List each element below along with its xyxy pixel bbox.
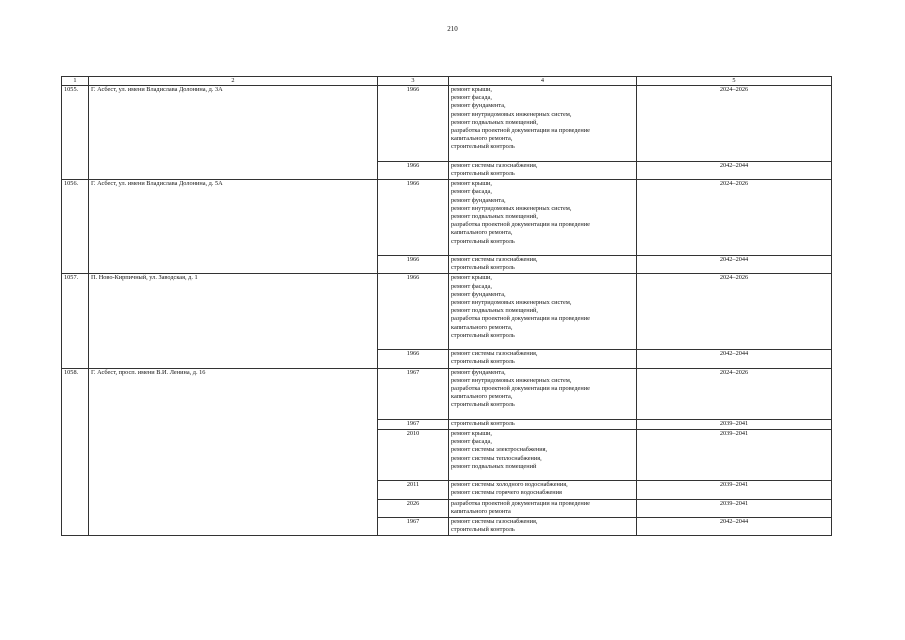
build-year: 1967 (378, 419, 449, 429)
work-item: капитального ремонта (451, 507, 511, 515)
table-row (62, 274, 832, 350)
work-item: капитального ремонта, (451, 135, 513, 143)
work-item: ремонт подвальных помещений (451, 462, 537, 470)
record-number: 1055. (62, 86, 89, 180)
work-item: строительный контроль (451, 401, 515, 409)
work-item: ремонт системы электроснабжения, (451, 446, 548, 454)
works-list (449, 429, 637, 480)
record-number: 1057. (62, 274, 89, 368)
work-item: ремонт фасада, (451, 438, 492, 446)
work-item: ремонт фундамента, (451, 196, 506, 204)
works-list (449, 481, 637, 499)
works-list (449, 517, 637, 535)
repair-period: 2042–2044 (637, 517, 832, 535)
work-item: ремонт фундамента, (451, 290, 506, 298)
work-item: ремонт внутридомовых инженерных систем, (451, 110, 572, 118)
repair-period: 2042–2044 (637, 255, 832, 273)
repair-period: 2042–2044 (637, 350, 832, 368)
work-item: строительный контроль (451, 331, 515, 339)
works-list (449, 499, 637, 517)
column-header-3: 3 (378, 77, 449, 86)
work-item: строительный контроль (451, 358, 515, 366)
repair-period: 2024–2026 (637, 180, 832, 256)
work-item: ремонт внутридомовых инженерных систем, (451, 204, 572, 212)
work-item: строительный контроль (451, 143, 515, 151)
table-row (62, 368, 832, 419)
record-number: 1058. (62, 368, 89, 536)
work-item: ремонт крыши, (451, 274, 493, 282)
work-item: строительный контроль (451, 419, 515, 427)
work-item: ремонт системы газоснабжения, (451, 517, 538, 525)
record-address: Г. Асбест, ул. имени Владислава Долонина, д. 5А (89, 180, 378, 274)
work-item: ремонт крыши, (451, 86, 493, 93)
work-item: ремонт фасада, (451, 188, 492, 196)
repair-period: 2039–2041 (637, 419, 832, 429)
table-row (62, 180, 832, 256)
work-item: строительный контроль (451, 264, 515, 272)
repair-period: 2039–2041 (637, 429, 832, 480)
work-item: разработка проектной документации на проведение (451, 127, 590, 135)
record-number: 1056. (62, 180, 89, 274)
build-year: 1966 (378, 180, 449, 256)
work-item: ремонт системы горячего водоснабжения (451, 489, 562, 497)
repair-period: 2024–2026 (637, 86, 832, 162)
build-year: 1966 (378, 274, 449, 350)
build-year: 1966 (378, 86, 449, 162)
build-year: 1966 (378, 255, 449, 273)
repair-period: 2039–2041 (637, 499, 832, 517)
work-item: ремонт подвальных помещений, (451, 307, 538, 315)
work-item: разработка проектной документации на проведение (451, 499, 590, 507)
work-item: разработка проектной документации на проведение (451, 315, 590, 323)
column-header-1: 1 (62, 77, 89, 86)
column-header-4: 4 (449, 77, 637, 86)
works-list (449, 161, 637, 179)
work-item: строительный контроль (451, 170, 515, 177)
work-item: ремонт системы холодного водоснабжения, (451, 481, 568, 489)
works-list (449, 368, 637, 419)
build-year: 2010 (378, 429, 449, 480)
repair-period: 2024–2026 (637, 274, 832, 350)
repair-period: 2039–2041 (637, 481, 832, 499)
work-item: капитального ремонта, (451, 323, 513, 331)
work-item: ремонт фундамента, (451, 368, 506, 376)
work-item: ремонт системы теплоснабжения, (451, 454, 542, 462)
record-address: П. Ново-Кирпичный, ул. Заводская, д. 1 (89, 274, 378, 368)
build-year: 1967 (378, 368, 449, 419)
record-address: Г. Асбест, ул. имени Владислава Долонина, д. 3А (89, 86, 378, 180)
work-item: ремонт фасада, (451, 94, 492, 102)
work-item: ремонт фасада, (451, 282, 492, 290)
works-list (449, 86, 637, 162)
build-year: 1966 (378, 350, 449, 368)
work-item: разработка проектной документации на проведение (451, 384, 590, 392)
work-item: ремонт фундамента, (451, 102, 506, 110)
column-header-2: 2 (89, 77, 378, 86)
table-row (62, 86, 832, 162)
works-list (449, 180, 637, 256)
build-year: 1966 (378, 161, 449, 179)
works-list (449, 350, 637, 368)
column-header-5: 5 (637, 77, 832, 86)
works-list (449, 255, 637, 273)
register-table (61, 76, 832, 536)
work-item: капитального ремонта, (451, 393, 513, 401)
build-year: 2026 (378, 499, 449, 517)
column-number-row (62, 77, 832, 86)
work-item: капитального ремонта, (451, 229, 513, 237)
work-item: ремонт системы газоснабжения, (451, 350, 538, 358)
page-number: 210 (447, 25, 458, 33)
work-item: ремонт подвальных помещений, (451, 213, 538, 220)
work-item: ремонт крыши, (451, 429, 493, 437)
work-item: ремонт подвальных помещений, (451, 118, 538, 126)
repair-period: 2024–2026 (637, 368, 832, 419)
work-item: ремонт системы газоснабжения, (451, 255, 538, 263)
work-item: строительный контроль (451, 526, 515, 534)
work-item: ремонт крыши, (451, 180, 493, 188)
works-list (449, 419, 637, 429)
work-item: ремонт внутридомовых инженерных систем, (451, 376, 572, 384)
work-item: ремонт системы газоснабжения, (451, 161, 538, 169)
work-item: ремонт внутридомовых инженерных систем, (451, 298, 572, 306)
build-year: 2011 (378, 481, 449, 499)
register-table-body (62, 86, 832, 536)
repair-period: 2042–2044 (637, 161, 832, 179)
record-address: Г. Асбест, просп. имени В.И. Ленина, д. 16 (89, 368, 378, 536)
work-item: строительный контроль (451, 237, 515, 245)
build-year: 1967 (378, 517, 449, 535)
works-list (449, 274, 637, 350)
work-item: разработка проектной документации на проведение (451, 221, 590, 229)
